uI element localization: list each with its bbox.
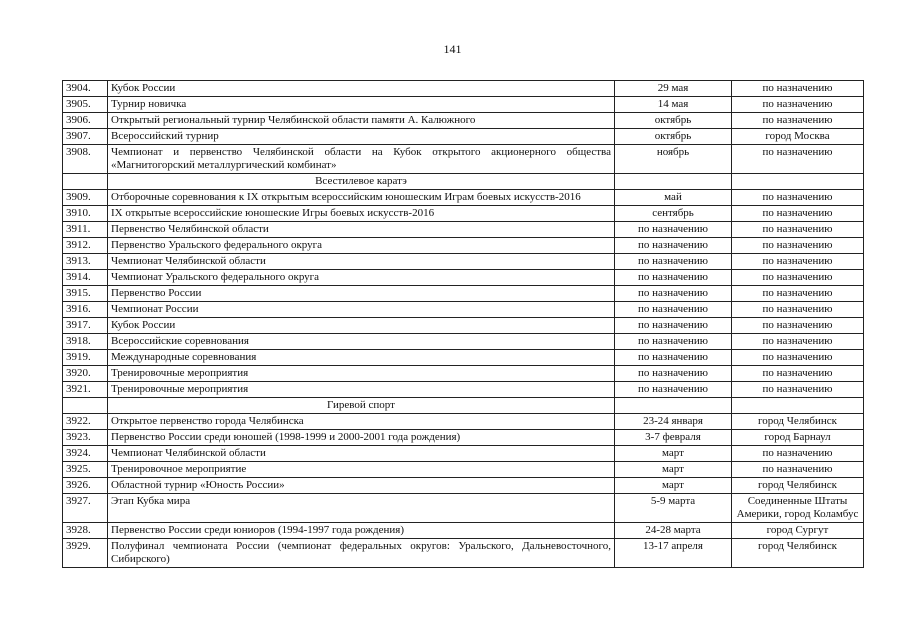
event-date: 14 мая — [615, 97, 732, 113]
table-row — [63, 446, 864, 462]
event-date: октябрь — [615, 113, 732, 129]
row-number: 3929. — [63, 539, 108, 568]
section-title: Гиревой спорт — [108, 398, 615, 414]
events-table-body — [63, 81, 864, 568]
event-place: по назначению — [732, 286, 864, 302]
event-name: Первенство Уральского федерального округа — [108, 238, 615, 254]
event-date: март — [615, 462, 732, 478]
row-number: 3927. — [63, 494, 108, 523]
event-name: Кубок России — [108, 318, 615, 334]
event-place: по назначению — [732, 382, 864, 398]
event-name: Чемпионат и первенство Челябинской области на Кубок открытого акционерного общества «Магнитогорский металлургический комбинат» — [108, 145, 615, 174]
row-number: 3908. — [63, 145, 108, 174]
event-name: Кубок России — [108, 81, 615, 97]
event-place: город Москва — [732, 129, 864, 145]
event-place: по назначению — [732, 238, 864, 254]
table-row — [63, 129, 864, 145]
table-row — [63, 206, 864, 222]
table-row — [63, 478, 864, 494]
event-date: 13-17 апреля — [615, 539, 732, 568]
table-row — [63, 462, 864, 478]
row-number: 3913. — [63, 254, 108, 270]
event-date: по назначению — [615, 382, 732, 398]
event-place: по назначению — [732, 113, 864, 129]
event-place: город Сургут — [732, 523, 864, 539]
event-date: сентябрь — [615, 206, 732, 222]
event-date: по назначению — [615, 270, 732, 286]
event-name: Первенство России — [108, 286, 615, 302]
table-row — [63, 318, 864, 334]
table-row — [63, 334, 864, 350]
event-name: Тренировочное мероприятие — [108, 462, 615, 478]
table-row — [63, 366, 864, 382]
event-place: город Барнаул — [732, 430, 864, 446]
event-name: Отборочные соревнования к IX открытым всероссийским юношеским Играм боевых искусств-2016 — [108, 190, 615, 206]
row-number: 3924. — [63, 446, 108, 462]
table-row — [63, 81, 864, 97]
table-row — [63, 414, 864, 430]
page-number: 141 — [443, 42, 462, 56]
event-place: Соединенные Штаты Америки, город Коламбус — [732, 494, 864, 523]
event-name: Первенство России среди юношей (1998-1999 и 2000-2001 года рождения) — [108, 430, 615, 446]
row-number: 3917. — [63, 318, 108, 334]
event-date: по назначению — [615, 238, 732, 254]
table-row — [63, 145, 864, 174]
table-row — [63, 286, 864, 302]
event-place: по назначению — [732, 190, 864, 206]
section-empty-cell — [615, 174, 732, 190]
row-number: 3910. — [63, 206, 108, 222]
event-date: по назначению — [615, 302, 732, 318]
event-place: по назначению — [732, 97, 864, 113]
event-name: Полуфинал чемпионата России (чемпионат федеральных округов: Уральского, Дальневосточного, Сибирского) — [108, 539, 615, 568]
event-place: по назначению — [732, 270, 864, 286]
event-place: город Челябинск — [732, 478, 864, 494]
events-table — [62, 80, 864, 568]
event-place: по назначению — [732, 222, 864, 238]
event-name: Турнир новичка — [108, 97, 615, 113]
event-place: город Челябинск — [732, 539, 864, 568]
event-place: по назначению — [732, 366, 864, 382]
section-empty-cell — [732, 398, 864, 414]
event-name: Областной турнир «Юность России» — [108, 478, 615, 494]
row-number: 3907. — [63, 129, 108, 145]
row-number: 3918. — [63, 334, 108, 350]
event-name: Тренировочные мероприятия — [108, 382, 615, 398]
event-date: по назначению — [615, 222, 732, 238]
event-name: Чемпионат Уральского федерального округа — [108, 270, 615, 286]
event-date: по назначению — [615, 254, 732, 270]
row-number: 3914. — [63, 270, 108, 286]
event-place: по назначению — [732, 302, 864, 318]
event-name: Международные соревнования — [108, 350, 615, 366]
row-number: 3915. — [63, 286, 108, 302]
event-date: по назначению — [615, 318, 732, 334]
row-number: 3909. — [63, 190, 108, 206]
event-name: Этап Кубка мира — [108, 494, 615, 523]
event-date: 5-9 марта — [615, 494, 732, 523]
section-empty-cell — [63, 174, 108, 190]
event-name: IX открытые всероссийские юношеские Игры боевых искусств-2016 — [108, 206, 615, 222]
event-name: Открытое первенство города Челябинска — [108, 414, 615, 430]
row-number: 3923. — [63, 430, 108, 446]
event-name: Всероссийский турнир — [108, 129, 615, 145]
section-header-row — [63, 174, 864, 190]
row-number: 3926. — [63, 478, 108, 494]
table-row — [63, 113, 864, 129]
event-place: по назначению — [732, 81, 864, 97]
event-date: по назначению — [615, 350, 732, 366]
event-date: по назначению — [615, 286, 732, 302]
event-name: Чемпионат России — [108, 302, 615, 318]
event-date: 29 мая — [615, 81, 732, 97]
event-name: Первенство Челябинской области — [108, 222, 615, 238]
row-number: 3921. — [63, 382, 108, 398]
event-place: по назначению — [732, 145, 864, 174]
table-row — [63, 97, 864, 113]
table-row — [63, 382, 864, 398]
row-number: 3925. — [63, 462, 108, 478]
section-header-row — [63, 398, 864, 414]
section-empty-cell — [732, 174, 864, 190]
event-date: по назначению — [615, 366, 732, 382]
event-date: март — [615, 478, 732, 494]
table-row — [63, 254, 864, 270]
event-place: по назначению — [732, 334, 864, 350]
table-row — [63, 539, 864, 568]
table-row — [63, 190, 864, 206]
row-number: 3919. — [63, 350, 108, 366]
event-name: Всероссийские соревнования — [108, 334, 615, 350]
table-row — [63, 238, 864, 254]
event-name: Первенство России среди юниоров (1994-1997 года рождения) — [108, 523, 615, 539]
event-date: ноябрь — [615, 145, 732, 174]
row-number: 3904. — [63, 81, 108, 97]
row-number: 3928. — [63, 523, 108, 539]
event-place: по назначению — [732, 350, 864, 366]
section-empty-cell — [615, 398, 732, 414]
table-row — [63, 494, 864, 523]
event-place: по назначению — [732, 206, 864, 222]
table-row — [63, 302, 864, 318]
table-row — [63, 523, 864, 539]
event-place: по назначению — [732, 446, 864, 462]
table-row — [63, 350, 864, 366]
event-date: май — [615, 190, 732, 206]
row-number: 3906. — [63, 113, 108, 129]
event-name: Чемпионат Челябинской области — [108, 254, 615, 270]
table-row — [63, 222, 864, 238]
event-date: по назначению — [615, 334, 732, 350]
row-number: 3911. — [63, 222, 108, 238]
event-date: 24-28 марта — [615, 523, 732, 539]
event-name: Чемпионат Челябинской области — [108, 446, 615, 462]
row-number: 3905. — [63, 97, 108, 113]
event-name: Открытый региональный турнир Челябинской области памяти А. Калюжного — [108, 113, 615, 129]
row-number: 3922. — [63, 414, 108, 430]
row-number: 3916. — [63, 302, 108, 318]
row-number: 3920. — [63, 366, 108, 382]
event-name: Тренировочные мероприятия — [108, 366, 615, 382]
event-date: 23-24 января — [615, 414, 732, 430]
event-date: март — [615, 446, 732, 462]
row-number: 3912. — [63, 238, 108, 254]
section-empty-cell — [63, 398, 108, 414]
event-place: по назначению — [732, 318, 864, 334]
event-place: по назначению — [732, 462, 864, 478]
event-date: октябрь — [615, 129, 732, 145]
event-place: город Челябинск — [732, 414, 864, 430]
table-row — [63, 430, 864, 446]
event-date: 3-7 февраля — [615, 430, 732, 446]
event-place: по назначению — [732, 254, 864, 270]
table-row — [63, 270, 864, 286]
section-title: Всестилевое каратэ — [108, 174, 615, 190]
